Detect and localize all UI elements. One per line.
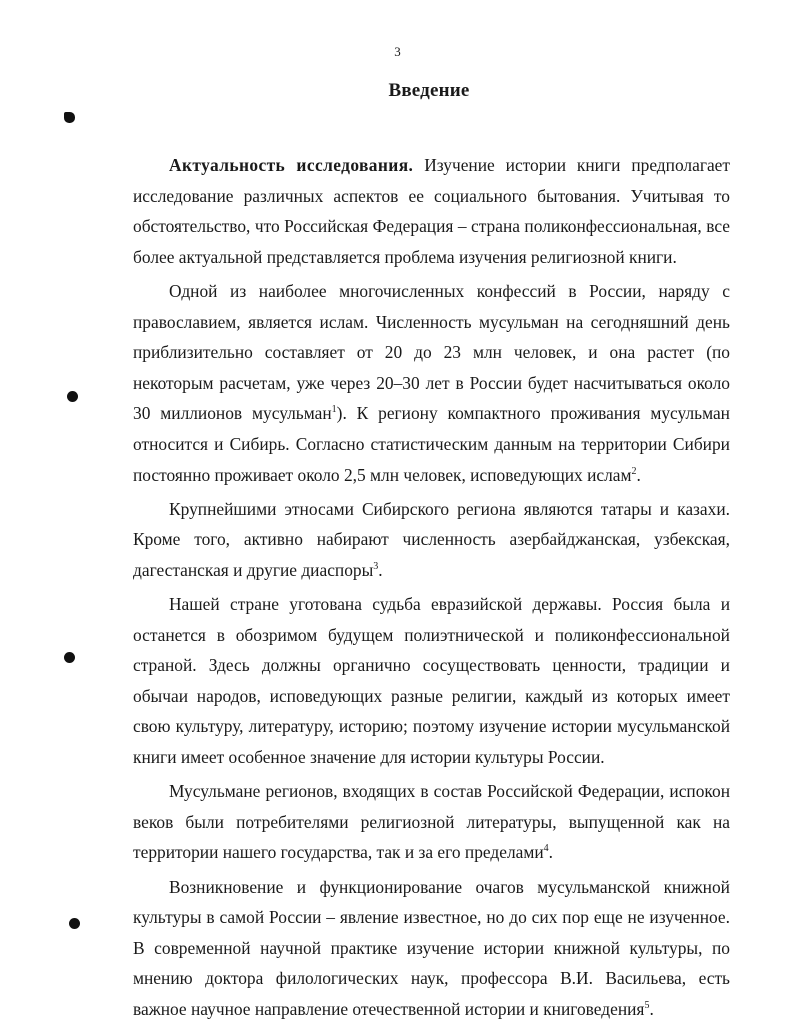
section-title: Введение <box>388 80 470 101</box>
paragraph-eurasian <box>133 589 730 773</box>
paragraph-ethnic-groups <box>133 494 730 586</box>
binding-hole-mark <box>67 391 78 402</box>
binding-hole-mark <box>64 112 75 123</box>
footnote-ref: 4 <box>543 843 549 855</box>
footnote-ref: 3 <box>373 560 379 572</box>
binding-hole-mark <box>64 652 75 663</box>
paragraph-relevance <box>133 150 730 272</box>
paragraph-text: Одной из наиболее многочисленных конфессий в России, наряду с православием, является ислам. Численность мусульман на сегодняшний день приблизительно составляет от 20 до 23 млн человек, и она растет (по некоторым расчетам, уже через 20–30 лет в России будет насчитываться около 30 миллионов мусульман <box>133 280 730 424</box>
paragraph-book-culture <box>133 872 730 1025</box>
page-number: 3 <box>394 44 401 59</box>
footnote-ref: 1 <box>331 404 337 416</box>
footnote-ref: 5 <box>644 1000 650 1011</box>
binding-hole-mark <box>69 918 80 929</box>
paragraph-text: . <box>636 464 641 485</box>
paragraph-consumers <box>133 776 730 868</box>
paragraph-text: . <box>378 559 383 580</box>
paragraph-text: ). К региону компактного проживания мусульман относится и Сибирь. Согласно статистическим данным на территории Сибири постоянно проживает около 2,5 млн человек, исповедующих ислам <box>133 403 730 485</box>
paragraph-text: Нашей стране уготована судьба евразийской державы. Россия была и останется в обозримом будущем полиэтнической и поликонфессиональной страной. Здесь должны органично сосуществовать ценности, традиции и обычаи народов, исповедующих разные религии, каждый из которых имеет свою культуру, литературу, историю; поэтому изучение истории мусульманской книги имеет особенное значение для истории культуры России. <box>133 594 730 768</box>
paragraph-text: Возникновение и функционирование очагов мусульманской книжной культуры в самой России – явление известное, но до сих пор еще не изученное. В современной научной практике изучение истории книжной культуры, по мнению доктора филологических наук, профессора В.И. Васильева, есть важное научное направление отечественной истории и книговедения <box>133 876 730 1019</box>
paragraph-text: Крупнейшими этносами Сибирского региона являются татары и казахи. Кроме того, активно набирают численность азербайджанская, узбекская, дагестанская и другие диаспоры <box>133 498 730 580</box>
paragraph-text: . <box>548 842 554 863</box>
body-text <box>133 150 730 1028</box>
footnote-ref: 2 <box>631 465 637 477</box>
paragraph-text: . <box>649 999 654 1019</box>
paragraph-islam <box>133 276 730 490</box>
paragraph-text: Изучение истории книги предполагает исследование различных аспектов ее социального бытования. Учитывая то обстоятельство, что Российская Федерация – страна поликонфессиональная, все более актуальной представляется проблема изучения религиозной книги. <box>133 155 730 267</box>
paragraph-text: Мусульмане регионов, входящих в состав Российской Федерации, испокон веков были потребителями религиозной литературы, выпущенной как на территории нашего государства, так и за его пределами <box>133 781 730 863</box>
paragraph-lead: Актуальность исследования. <box>169 155 414 175</box>
